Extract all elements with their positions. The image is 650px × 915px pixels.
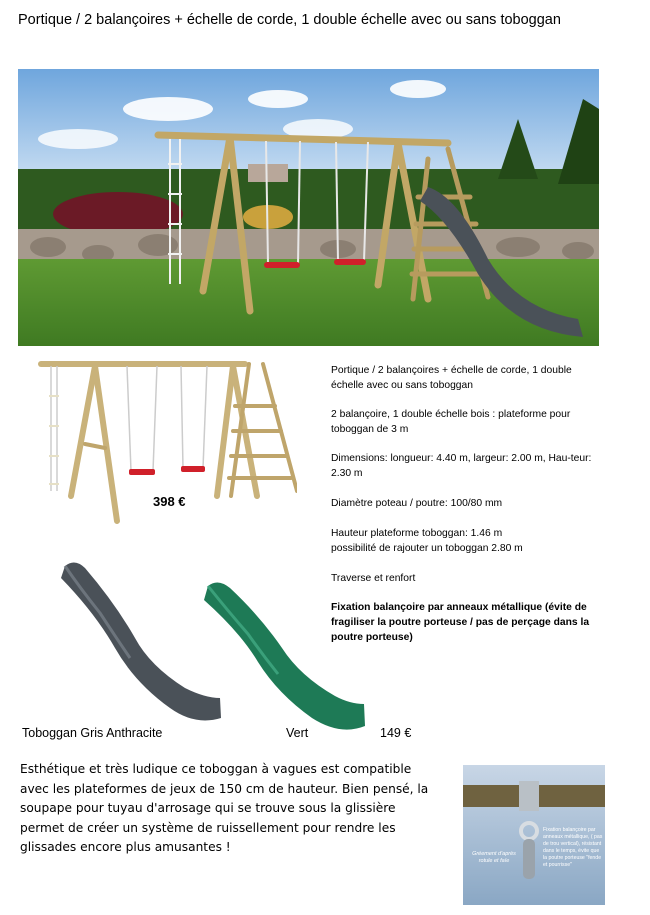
- product-price: 398 €: [153, 494, 186, 509]
- green-slide-image: [200, 576, 368, 736]
- page-title: Portique / 2 balançoires + échelle de corde, 1 double échelle avec ou sans toboggan: [18, 12, 561, 28]
- description-diameter: Diamètre poteau / poutre: 100/80 mm: [331, 498, 503, 509]
- slide-price: 149 €: [380, 726, 412, 740]
- description-slide-option: possibilité de rajouter un toboggan 2.80 m: [331, 543, 523, 554]
- description-title: Portique / 2 balançoires + échelle de corde, 1 double échelle avec ou sans toboggan: [331, 365, 572, 391]
- description-dimensions: Dimensions: longueur: 4.40 m, largeur: 2.00 m, Hau-teur: 2.30 m: [331, 453, 592, 479]
- slide-description: Esthétique et très ludique ce toboggan à vagues est compatible avec les plateformes de jeux de 150 cm de hauteur. Bien pensé, la soupape pour tuyau d'arrosage qui se trouve sous la glissière permet de créer un système de ruissellement pour rendre les glissades encore plus amusantes !: [20, 762, 429, 854]
- fixation-photo: [463, 765, 605, 905]
- fixation-label-left: Gréement d'après rotule et faïe: [472, 851, 516, 864]
- description-reinforcement: Traverse et renfort: [331, 573, 416, 584]
- description-platform-height: Hauteur plateforme toboggan: 1.46 m: [331, 528, 503, 539]
- swing-set-photo: [18, 69, 599, 346]
- description-swings: 2 balançoire, 1 double échelle bois : plateforme pour toboggan de 3 m: [331, 409, 571, 435]
- slide-color-alt: Vert: [286, 726, 309, 740]
- slide-caption: Toboggan Gris Anthracite: [22, 726, 163, 740]
- description-fixation: Fixation balançoire par anneaux métallique (évite de fragiliser la poutre porteuse / pas de perçage dans la poutre porteuse): [331, 602, 590, 643]
- fixation-label-right: Fixation balançoire par anneaux métallique, ( pas de trou vertical), résistant dans le temps, évite que la poutre porteuse "fende et pourrisse": [543, 827, 603, 868]
